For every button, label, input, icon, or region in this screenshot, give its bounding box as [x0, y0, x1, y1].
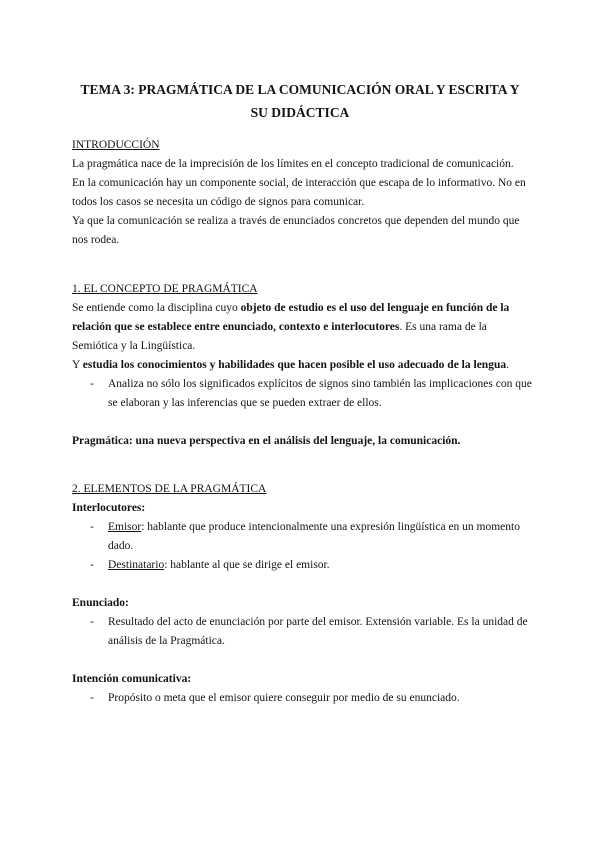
destinatario-bullet	[72, 556, 534, 575]
bullet-dash: -	[90, 521, 94, 533]
destinatario-definition: : hablante al que se dirige el emisor.	[164, 559, 330, 571]
title-line-2: SU DIDÁCTICA	[250, 105, 350, 120]
interlocutors-label	[72, 499, 534, 518]
destinatario-term: Destinatario	[108, 559, 165, 571]
intro-paragraph-3: Ya que la comunicación se realiza a través de enunciados concretos que dependen del mundo que nos rodea.	[72, 215, 520, 246]
intencion-bullet	[72, 689, 534, 708]
concept-bullet-1	[72, 375, 534, 413]
title-line-1: TEMA 3: PRAGMÁTICA DE LA COMUNICACIÓN ORAL Y ESCRITA Y	[80, 82, 520, 97]
concept-p1-text-end: . Es una rama de la Semiótica y la Lingüística.	[72, 321, 487, 352]
bullet-dash: -	[90, 378, 94, 390]
interlocutors-label-text: Interlocutores:	[72, 502, 146, 514]
section-introduction	[72, 136, 534, 250]
enunciado-label	[72, 594, 534, 613]
intro-heading: INTRODUCCIÓN	[72, 139, 160, 151]
concept-heading: 1. EL CONCEPTO DE PRAGMÁTICA	[72, 283, 258, 295]
concept-p1-text: Se entiende como la disciplina cuyo	[72, 302, 241, 314]
emisor-term: Emisor	[108, 521, 142, 533]
concept-p2-text-end: .	[506, 359, 509, 371]
concept-p1-bold: objeto de estudio es el uso del lenguaje en función de la relación que se establece entre enunciado, contexto e interlocutores	[72, 302, 510, 333]
concept-summary-text: Pragmática: una nueva perspectiva en el análisis del lenguaje, la comunicación.	[72, 435, 461, 447]
enunciado-label-text: Enunciado:	[72, 597, 129, 609]
intencion-definition: Propósito o meta que el emisor quiere conseguir por medio de su enunciado.	[108, 692, 460, 704]
concept-bullet-text: Analiza no sólo los significados explícitos de signos sino también las implicaciones con que se elaboran y las inferencias que se pueden extraer de ellos.	[108, 378, 532, 409]
enunciado-bullet	[72, 613, 534, 651]
emisor-bullet	[72, 518, 534, 556]
bullet-dash: -	[90, 692, 94, 704]
bullet-dash: -	[90, 559, 94, 571]
concept-p2-text: Y	[72, 359, 83, 371]
bullet-dash: -	[90, 616, 94, 628]
concept-p2-bold: estudia los conocimientos y habilidades que hacen posible el uso adecuado de la lengua	[82, 359, 507, 371]
enunciado-definition: Resultado del acto de enunciación por parte del emisor. Extensión variable. Es la unidad de análisis de la Pragmática.	[108, 616, 528, 647]
concept-paragraph-1	[72, 299, 534, 356]
section-elements	[72, 480, 534, 708]
intro-paragraph-1: La pragmática nace de la imprecisión de los límites en el concepto tradicional de comunicación.	[72, 158, 514, 170]
intencion-label-text: Intención comunicativa:	[72, 673, 192, 685]
intro-paragraph-2: En la comunicación hay un componente social, de interacción que escapa de lo informativo. No en todos los casos se necesita un código de signos para comunicar.	[72, 177, 526, 208]
concept-summary	[72, 432, 534, 451]
section-concept	[72, 280, 534, 451]
emisor-definition: : hablante que produce intencionalmente una expresión lingüística en un momento dado.	[108, 521, 520, 552]
intencion-label	[72, 670, 534, 689]
concept-paragraph-2	[72, 356, 534, 375]
elements-heading: 2. ELEMENTOS DE LA PRAGMÁTICA	[72, 483, 267, 495]
document-title	[60, 78, 540, 124]
